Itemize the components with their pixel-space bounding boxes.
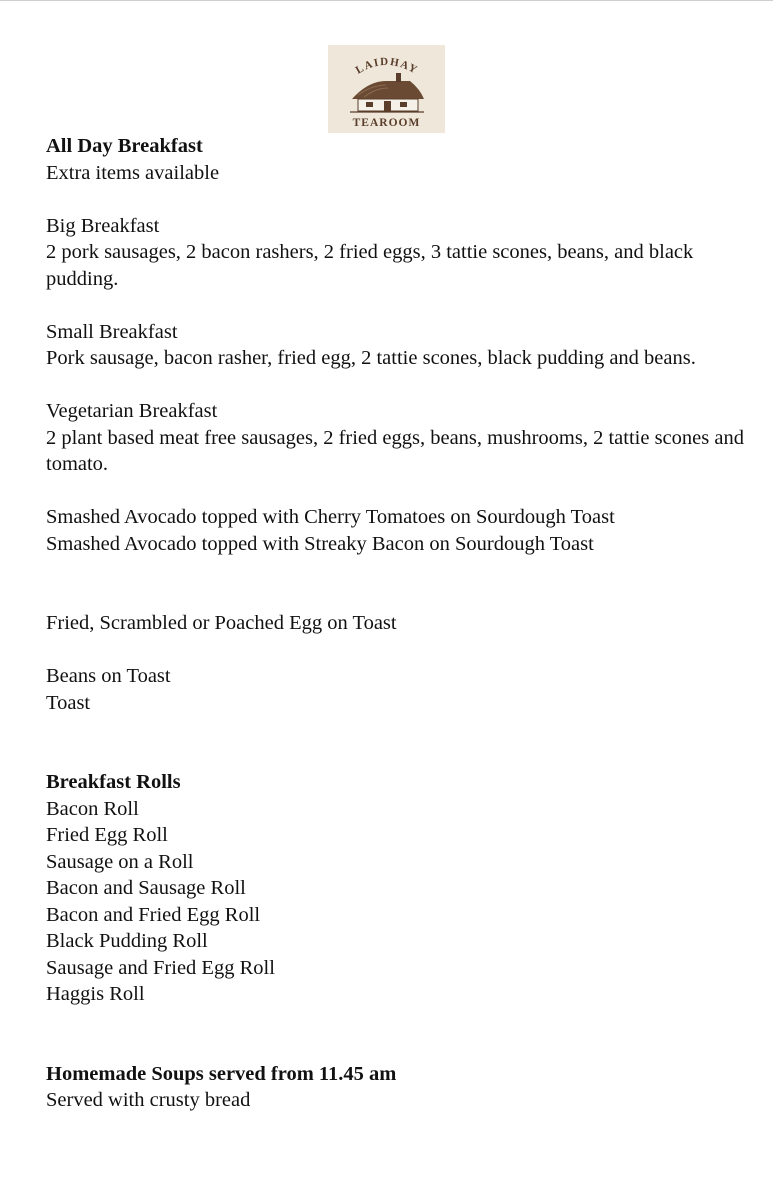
menu-item-name: Big Breakfast — [46, 214, 160, 237]
list-item: Haggis Roll — [46, 983, 145, 1005]
list-item: Fried Egg Roll — [46, 824, 168, 846]
list-item: Bacon and Fried Egg Roll — [46, 903, 261, 926]
menu-item-name: Small Breakfast — [46, 320, 178, 343]
list-item: Sausage on a Roll — [46, 850, 194, 873]
menu-content — [46, 133, 746, 1114]
logo-name-bottom: TEAROOM — [352, 117, 421, 129]
top-divider — [0, 0, 773, 1]
menu-item-beans-on-toast: Beans on Toast — [46, 665, 171, 687]
menu-item-egg-on-toast: Fried, Scrambled or Poached Egg on Toast — [46, 612, 397, 634]
menu-item-avocado-tomatoes: Smashed Avocado topped with Cherry Tomatoes on Sourdough Toast — [46, 506, 615, 528]
menu-item-description: 2 plant based meat free sausages, 2 fried eggs, beans, mushrooms, 2 tattie scones and tomato. — [46, 426, 744, 475]
menu-item-description: 2 pork sausages, 2 bacon rashers, 2 fried eggs, 3 tattie scones, beans, and black pudding. — [46, 241, 694, 290]
cottage-logo-icon — [328, 45, 445, 133]
section-heading-soups: Homemade Soups served from 11.45 am — [46, 1062, 397, 1085]
menu-item-description: Pork sausage, bacon rasher, fried egg, 2 tattie scones, black pudding and beans. — [46, 347, 696, 369]
section-subheading: Extra items available — [46, 161, 220, 184]
logo-name-top: LAIDHAY — [353, 55, 421, 77]
section-heading-all-day-breakfast: All Day Breakfast — [46, 135, 203, 157]
list-item: Bacon and Sausage Roll — [46, 877, 246, 899]
list-item: Bacon Roll — [46, 797, 139, 820]
menu-item-avocado-bacon: Smashed Avocado topped with Streaky Bacon on Sourdough Toast — [46, 532, 594, 555]
menu-item-toast: Toast — [46, 691, 91, 714]
list-item: Sausage and Fried Egg Roll — [46, 956, 275, 979]
section-heading-breakfast-rolls: Breakfast Rolls — [46, 771, 181, 793]
svg-text:LAIDHAY — [354, 56, 421, 77]
list-item: Black Pudding Roll — [46, 930, 208, 952]
section-subheading: Served with crusty bread — [46, 1089, 251, 1111]
menu-item-name: Vegetarian Breakfast — [46, 400, 218, 422]
tearoom-logo — [328, 45, 445, 133]
